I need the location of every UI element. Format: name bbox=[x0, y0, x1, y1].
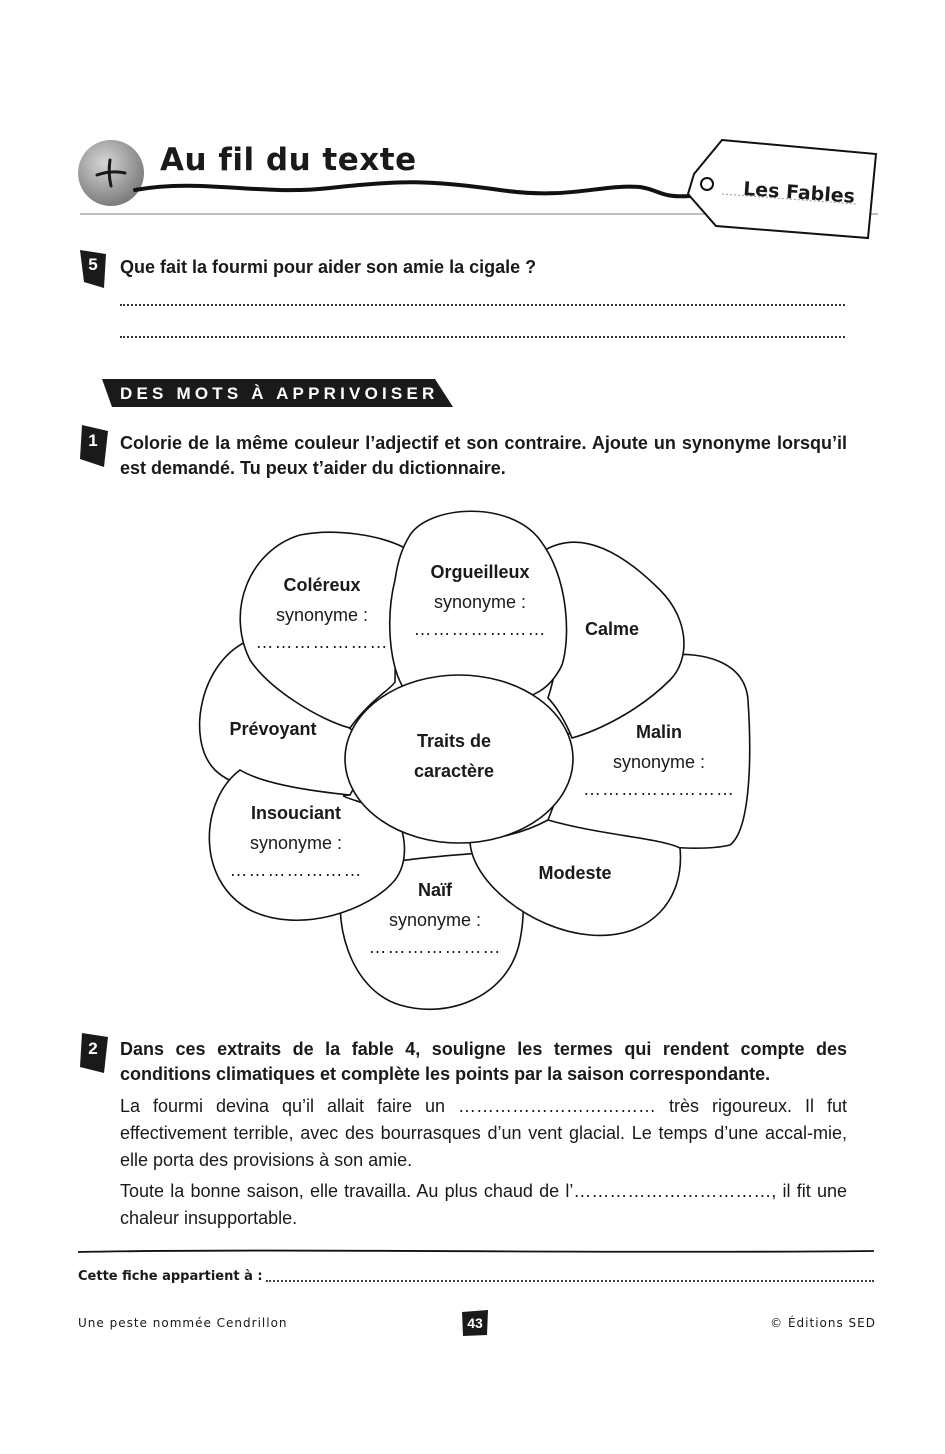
petal-label-malin: Malin synonyme : …………………… bbox=[580, 717, 738, 801]
question-text: Que fait la fourmi pour aider son amie la cigale ? bbox=[120, 257, 537, 277]
exercise-instruction: Dans ces extraits de la fable 4, souligne les termes qui rendent compte des conditions climatiques et complète les points par la saison correspondante. bbox=[120, 1039, 847, 1084]
question-number-badge: 5 bbox=[78, 248, 108, 284]
owner-name-field[interactable] bbox=[266, 1276, 874, 1282]
petal-label-insouciant: Insouciant synonyme : ………………… bbox=[226, 798, 366, 882]
exercise-number-badge: 1 bbox=[78, 423, 108, 459]
petal-label-calme: Calme bbox=[584, 619, 640, 639]
petal-label-coleraux: Coléreux synonyme : ………………… bbox=[252, 570, 392, 654]
synonym-answer-field[interactable]: ………………… bbox=[413, 619, 547, 639]
synonym-answer-field[interactable]: …………………… bbox=[583, 779, 735, 799]
text-excerpt-2: Toute la bonne saison, elle travailla. Au plus chaud de l’……………………………, il fit une chaleur insupportable. bbox=[120, 1181, 847, 1228]
petal-label-orgueilleux: Orgueilleux synonyme : ………………… bbox=[410, 557, 550, 641]
center-label: Traits de caractère bbox=[413, 731, 495, 781]
page-title: Au fil du texte bbox=[160, 142, 417, 178]
synonym-answer-field[interactable]: ………………… bbox=[368, 937, 502, 957]
petal-label-naif: Naïf synonyme : ………………… bbox=[365, 875, 505, 959]
exercise-instruction: Colorie de la même couleur l’adjectif et son contraire. Ajoute un synonyme lorsqu’il est demandé. Tu peux t’aider du dictionnaire. bbox=[120, 433, 847, 478]
section-heading: DES MOTS À APPRIVOISER bbox=[100, 379, 455, 409]
owner-label: Cette fiche appartient à : bbox=[78, 1269, 263, 1284]
synonym-answer-field[interactable]: ………………… bbox=[229, 860, 363, 880]
page-number-badge: 43 bbox=[460, 1310, 490, 1336]
petal-label-modeste: Modeste bbox=[538, 863, 612, 883]
book-title: Une peste nommée Cendrillon bbox=[78, 1316, 288, 1330]
tag-label: Les Fables bbox=[742, 178, 856, 208]
synonym-answer-field[interactable]: ………………… bbox=[255, 632, 389, 652]
exercise-number-badge: 2 bbox=[78, 1031, 108, 1067]
text-excerpt-1: La fourmi devina qu’il allait faire un …………………………… très rigoureux. Il fut effectivement terrible, avec des bourrasques d’un vent glacial. Le temps d’une accal-mie, elle porta des provisions à son amie. bbox=[120, 1096, 847, 1170]
footer-divider bbox=[0, 1245, 945, 1257]
copyright: © Éditions SED bbox=[770, 1316, 876, 1330]
petal-label-prevoyant: Prévoyant bbox=[229, 719, 317, 739]
